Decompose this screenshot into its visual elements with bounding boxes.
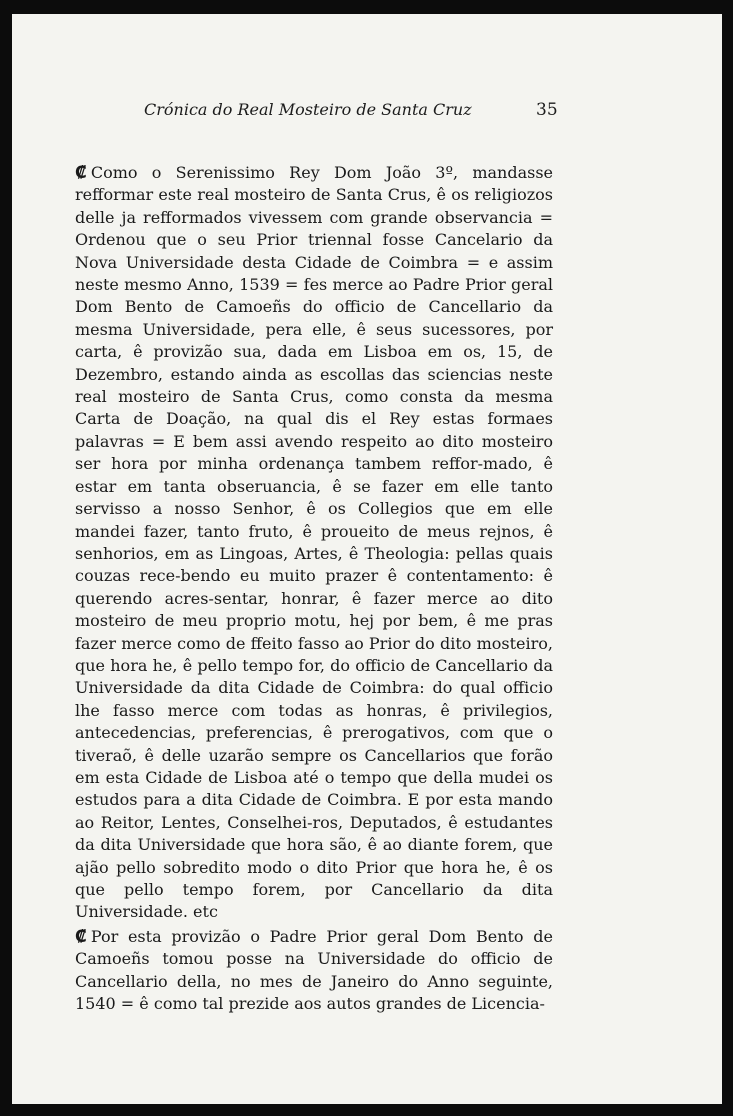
paragraph-mark-icon: ₡ [75,163,87,183]
paragraph-text: Como o Serenissimo Rey Dom João 3º, mandasse refformar este real mosteiro de Santa Crus, ê os religiozos delle ja refformados vivessem com grande observancia = Ordenou que o seu Prior triennal fosse Cancelario da Nova Universidade desta Cidade de Coimbra = e assim neste mesmo Anno, 1539 = fes merce ao Padre Prior geral Dom Bento de Camoeñs do officio de Cancellario da mesma Universidade, pera elle, ê seus sucessores, por carta, ê provizão sua, dada em Lisboa em os, 15, de Dezembro, estando ainda as escollas das sciencias neste real mosteiro de Santa Crus, como consta da mesma Carta de Doação, na qual dis el Rey estas formaes palavras = E bem assi avendo respeito ao dito mosteiro ser hora por minha ordenança tambem reffor-mado, ê estar em tanta obseruancia, ê se fazer em elle tanto servisso a nosso Senhor, ê os Collegios que em elle mandei fazer, tanto fruto, ê proueito de meus rejnos, ê senhorios, em as Lingoas, Artes, ê Theologia: pellas quais couzas rece-bendo eu muito prazer ê contentamento: ê querendo acres-sentar, honrar, ê fazer merce ao dito mosteiro de meu proprio motu, hej por bem, ê me pras fazer merce como de ffeito fasso ao Prior do dito mosteiro, que hora he, ê pello tempo for, do officio de Cancellario da Universidade da dita Cidade de Coimbra: do qual officio lhe fasso merce com todas as honras, ê privilegios, antecedencias, preferencias, ê prerogativos, com que o tiveraõ, ê delle uzarão sempre os Cancellarios que forão em esta Cidade de Lisboa até o tempo que della mudei os estudos para a dita Cidade de Coimbra. E por esta mando ao Reitor, Lentes, Conselhei-ros, Deputados, ê estudantes da dita Universidade que hora são, ê ao diante forem, que ajão pello sobredito modo o dito Prior que hora he, ê os que pello tempo forem, por Cancellario da dita Universidade. etc [75,163,553,922]
running-head-title: Crónica do Real Mosteiro de Santa Cruz [144,100,472,119]
page-number: 35 [536,100,558,120]
paragraph-mark-icon: ₡ [75,926,87,947]
body-text [75,162,553,1015]
paragraph-text: Por esta provizão o Padre Prior geral Dom Bento de Camoeñs tomou posse na Universidade do officio de Cancellario della, no mes de Janeiro do Anno seguinte, 1540 = ê como tal prezide aos autos grandes de Licencia- [75,926,553,1014]
paragraph [75,926,553,1016]
book-page [12,14,722,1104]
paragraph [75,162,553,924]
running-head [12,100,722,122]
